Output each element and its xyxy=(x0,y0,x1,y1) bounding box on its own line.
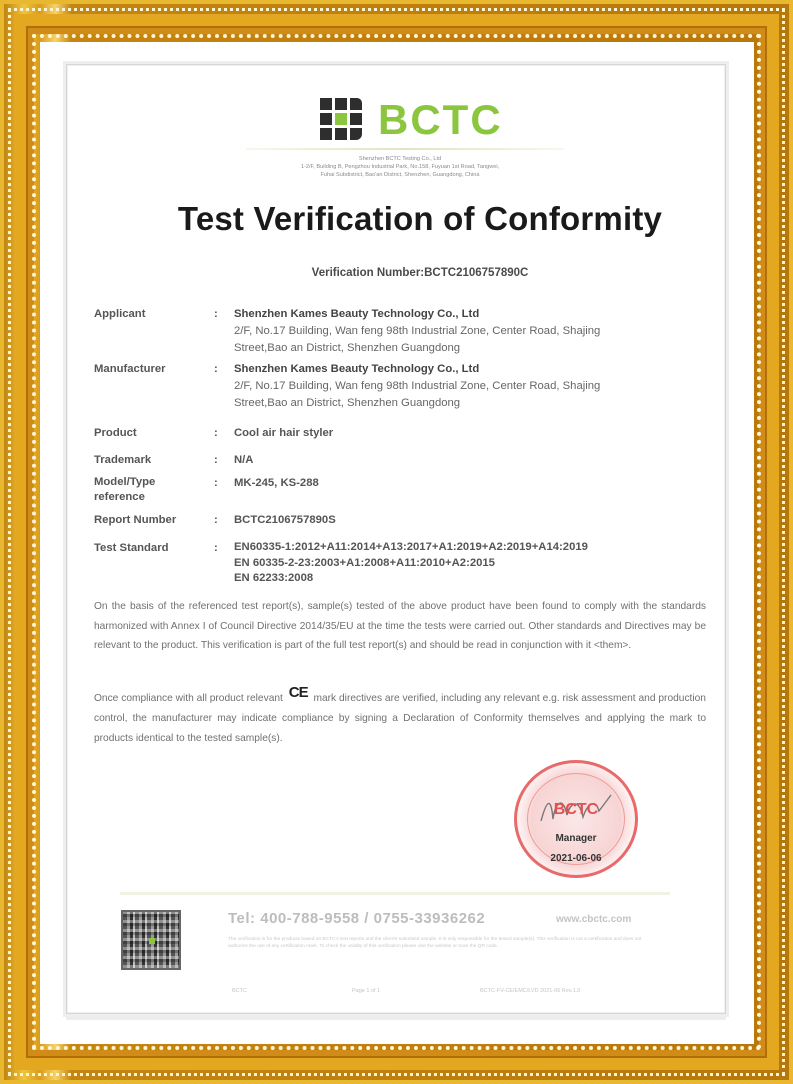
field-label xyxy=(94,475,209,505)
field-colon: : xyxy=(214,542,218,554)
manufacturer-name: Shenzhen Kames Beauty Technology Co., Ltd xyxy=(234,363,480,375)
footer-page-number: Page 1 of 1 xyxy=(352,988,381,994)
footer-divider xyxy=(120,892,670,895)
verification-number: Verification Number:BCTC2106757890C xyxy=(311,267,529,279)
applicant-address-line: Street,Bao an District, Shenzhen Guangdong xyxy=(234,342,461,354)
ce-mark-icon: CE xyxy=(288,684,308,701)
footer-disclaimer: The verification is for the products based on BCTC's test reports and the client's submitted sample. It is only responsible for the tested sample(s). This verification is not a certification and does not authorize the use of any certification mark. To check the validity of this verification please visit the website or scan the QR code. xyxy=(228,937,642,949)
field-colon: : xyxy=(214,427,218,439)
footer-telephone: Tel: 400-788-9558 / 0755-33936262 xyxy=(228,910,486,927)
manufacturer-address-line: Street,Bao an District, Shenzhen Guangdong xyxy=(234,397,461,409)
manufacturer-address-line: 2/F, No.17 Building, Wan feng 98th Industrial Zone, Center Road, Shajing xyxy=(234,380,601,392)
field-value xyxy=(234,540,704,587)
bctc-block-logo-icon xyxy=(320,98,364,142)
field-colon: : xyxy=(214,514,218,526)
field-label: Product xyxy=(94,427,137,439)
field-value xyxy=(234,306,704,357)
field-value: Cool air hair styler xyxy=(234,427,334,439)
footer-website-link[interactable]: www.cbctc.com xyxy=(556,914,632,925)
field-label: Manufacturer xyxy=(94,363,166,375)
footer-form-code: BCTC-FV-CE/EMC/LVD 2021-06 Rev.1.0 xyxy=(480,988,581,994)
field-label: Report Number xyxy=(94,514,177,526)
test-standard-line: EN 60335-2-23:2003+A1:2008+A11:2010+A2:2015 xyxy=(234,556,495,569)
field-colon: : xyxy=(214,363,218,375)
compliance-paragraph: On the basis of the referenced test report(s), sample(s) tested of the above product have been found to comply with the standards harmonized with Annex I of Council Directive 2014/35/EU at the time the tests were carried out. Other standards and Directives may be relevant to the product. This verification is part of the full test report(s) and should be read in conjunction with it <them>. xyxy=(94,601,706,651)
issuer-address xyxy=(240,155,560,179)
logo-divider xyxy=(246,148,564,150)
field-value: MK-245, KS-288 xyxy=(234,477,319,489)
field-value: N/A xyxy=(234,454,254,466)
qr-code-icon[interactable] xyxy=(121,910,181,970)
field-colon: : xyxy=(214,454,218,466)
field-label: Test Standard xyxy=(94,542,169,554)
field-label: Applicant xyxy=(94,308,146,320)
field-value xyxy=(234,361,704,412)
ce-paragraph-end: mark directives are verified, including any relevant e.g. risk assessment and production control, the manufacturer may indicate compliance by signing a Declaration of Conformity themselves and applying the mark to products identical to the tested sample(s). xyxy=(94,693,706,744)
field-colon: : xyxy=(214,477,218,489)
official-seal-stamp xyxy=(514,760,638,878)
test-standard-line: EN60335-1:2012+A11:2014+A13:2017+A1:2019+A2:2019+A14:2019 xyxy=(234,541,588,553)
field-value: BCTC2106757890S xyxy=(234,514,336,526)
ce-paragraph-start: Once compliance with all product relevant xyxy=(94,693,283,704)
stamp-role: Manager xyxy=(555,833,597,844)
field-label-line: reference xyxy=(94,491,145,503)
issuer-address-line: Fuhai Subdistrict, Bao'an District, Shenzhen, Guangdong, China xyxy=(320,172,480,178)
field-colon: : xyxy=(214,308,218,320)
logo-text: BCTC xyxy=(378,96,503,143)
applicant-address-line: 2/F, No.17 Building, Wan feng 98th Industrial Zone, Center Road, Shajing xyxy=(234,325,601,337)
applicant-name: Shenzhen Kames Beauty Technology Co., Ltd xyxy=(234,308,480,320)
footer-meta-left: BCTC xyxy=(232,988,247,994)
test-standard-line: EN 62233:2008 xyxy=(234,572,314,584)
certificate-title: Test Verification of Conformity xyxy=(177,200,663,237)
issuer-address-line: Shenzhen BCTC Testing Co., Ltd xyxy=(358,156,442,162)
stamp-brand: BCTC xyxy=(553,801,599,818)
issuer-logo xyxy=(320,98,503,142)
field-label-line: Model/Type xyxy=(94,476,156,488)
ce-marking-paragraph xyxy=(94,683,706,749)
stamp-date: 2021-06-06 xyxy=(550,853,602,864)
field-label: Trademark xyxy=(94,454,152,466)
qr-center-mark xyxy=(149,938,155,944)
issuer-address-line: 1-2/F, Building B, Pengzhou Industrial Park, No.158, Fuyuan 1st Road, Tangwei, xyxy=(300,164,500,170)
